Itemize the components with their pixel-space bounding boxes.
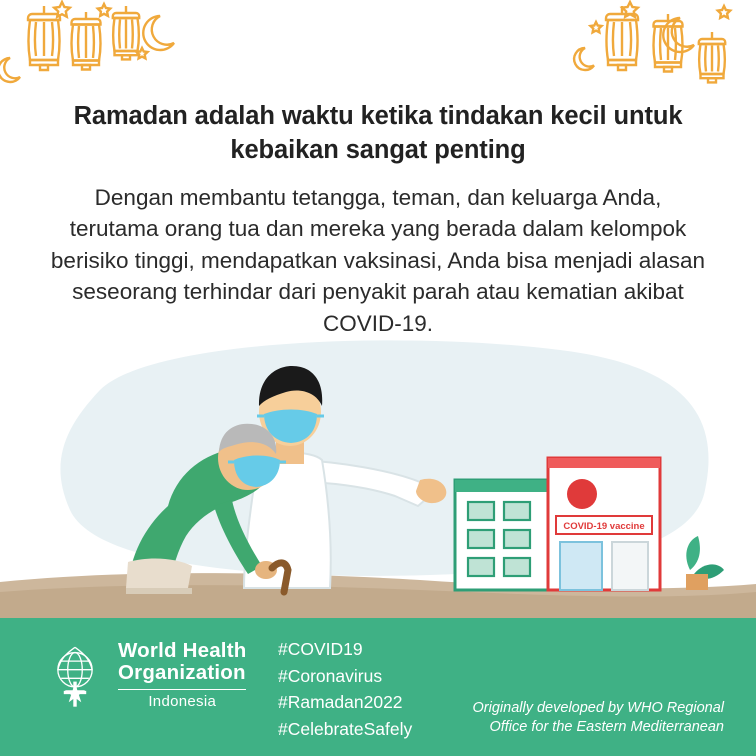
who-logo — [42, 640, 246, 710]
who-emblem-icon — [42, 642, 108, 708]
illustration-vaccination-scene — [0, 330, 756, 620]
credit-line-1: Originally developed by WHO Regional — [472, 699, 724, 716]
who-line-1: World Health — [118, 639, 247, 662]
message-block — [0, 100, 756, 339]
plant-decoration — [686, 536, 724, 590]
clinic-sign-text: COVID-19 vaccine — [563, 521, 645, 532]
hashtag-item: #CelebrateSafely — [278, 718, 413, 739]
hashtag-list — [278, 636, 412, 742]
who-wordmark — [118, 640, 246, 710]
footer-bar — [0, 618, 756, 756]
credit-note — [473, 699, 724, 738]
page-title: Ramadan adalah waktu ketika tindakan kecil untuk kebaikan sangat penting — [73, 102, 683, 164]
hashtag-item: #Ramadan2022 — [278, 692, 403, 713]
vaccine-kiosk — [548, 458, 660, 590]
page-body-text: Dengan membantu tetangga, teman, dan keluarga Anda, terutama orang tua dan mereka yang berada dalam kelompok berisiko tinggi, mendapatkan vaksinasi, Anda bisa menjadi alasan seseorang terhindar dari penyakit parah atau kematian akibat COVID-19. — [50, 184, 706, 336]
who-line-2: Organization — [118, 660, 246, 684]
who-country-label: Indonesia — [118, 689, 246, 710]
hashtag-item: #COVID19 — [278, 639, 363, 659]
lantern-decoration — [0, 0, 756, 96]
hashtag-item: #Coronavirus — [278, 665, 383, 686]
credit-line-2: Office for the Eastern Mediterranean — [489, 719, 724, 736]
